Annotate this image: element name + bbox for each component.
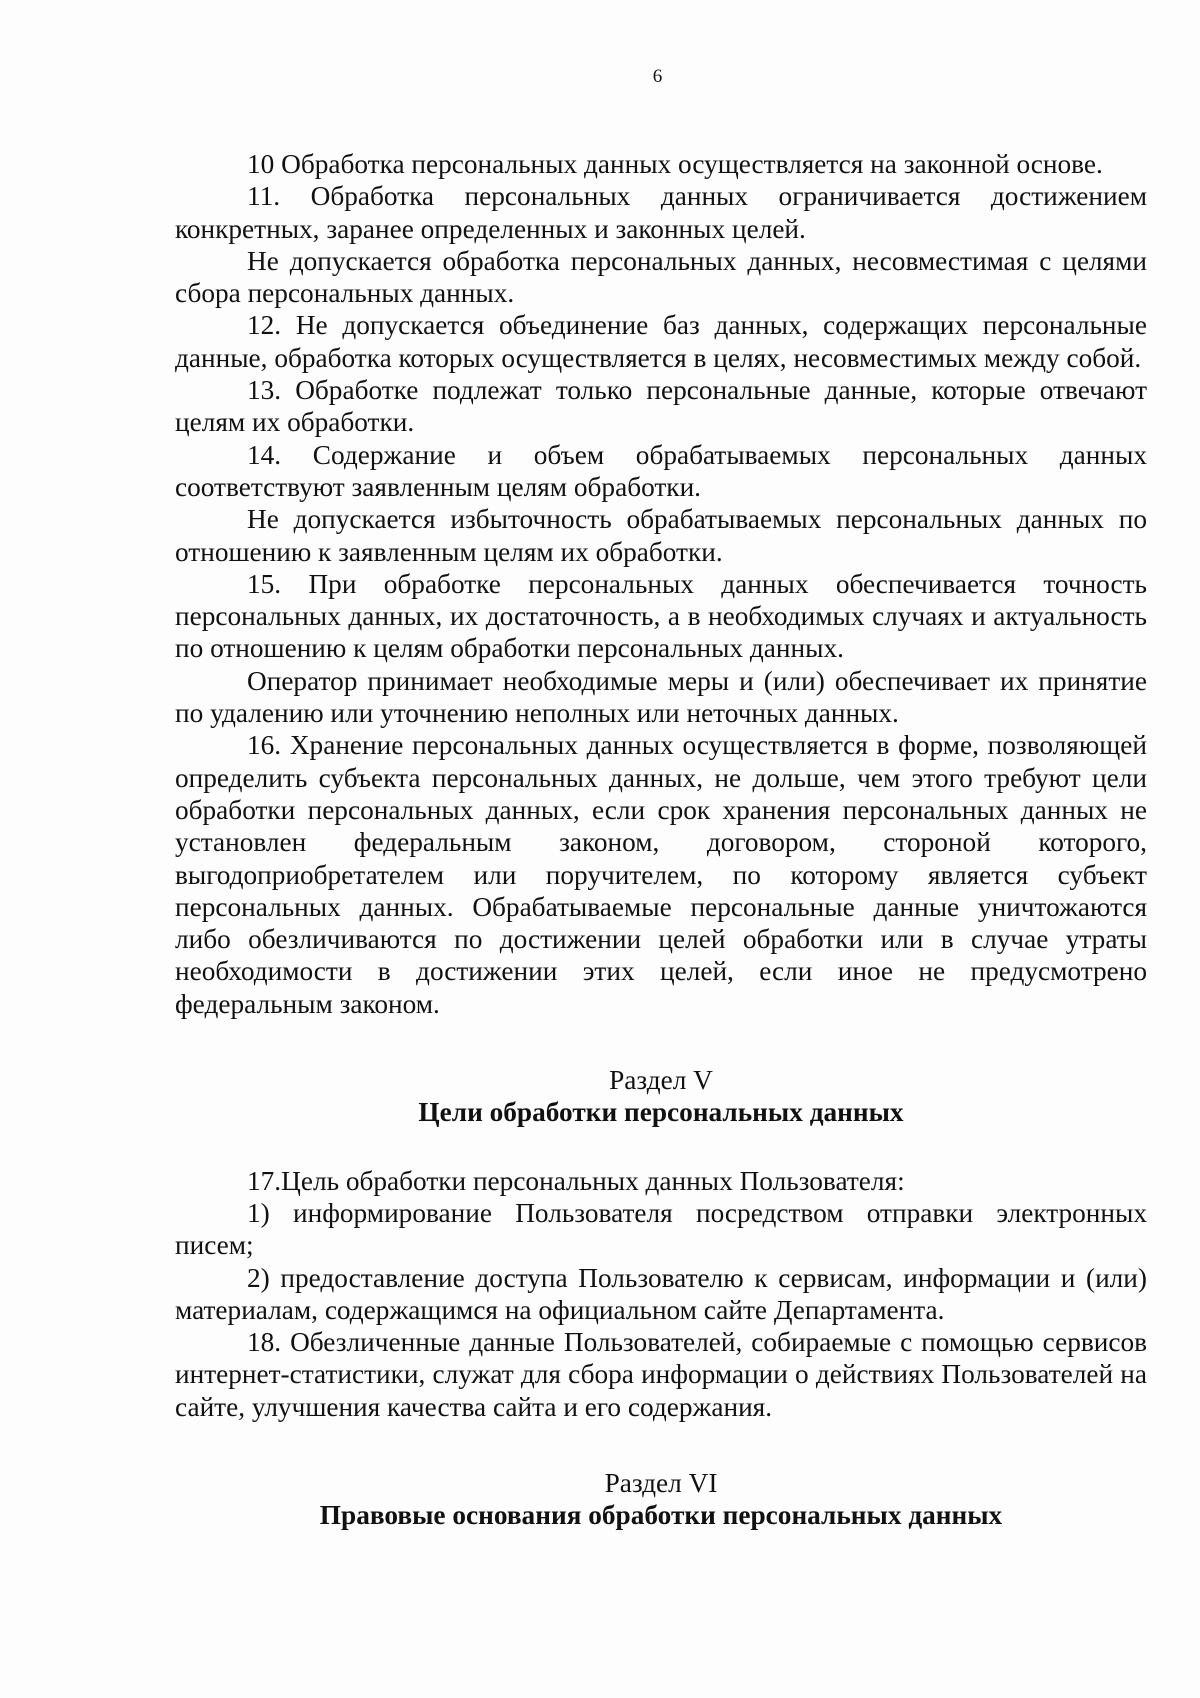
section-6-title: Правовые основания обработки персональных данных [319,1500,1003,1531]
section-5-title: Цели обработки персональных данных [418,1097,904,1128]
paragraph-14-note: Не допускается избыточность обрабатываемых персональных данных по отношению к заявленным целям их обработки. [175,504,1147,567]
section-6-label: Раздел VI [604,1467,718,1498]
paragraph-11: 11. Обработка персональных данных ограничивается достижением конкретных, заранее определенных и законных целей. [175,181,1147,244]
paragraph-14: 14. Содержание и объем обрабатываемых персональных данных соответствуют заявленным целям обработки. [175,439,1147,502]
paragraph-11-note: Не допускается обработка персональных данных, несовместимая с целями сбора персональных данных. [175,245,1147,309]
paragraph-13: 13. Обработке подлежат только персональные данные, которые отвечают целям их обработки. [175,375,1147,438]
paragraph-15: 15. При обработке персональных данных обеспечивается точность персональных данных, их достаточность, а в необходимых случаях и актуальность по отношению к целям обработки персональных данных. [175,568,1147,664]
paragraph-17: 17.Цель обработки персональных данных Пользователя: [247,1165,905,1196]
page-number: 6 [652,66,663,87]
paragraph-16: 16. Хранение персональных данных осуществляется в форме, позволяющей определить субъекта персональных данных, не дольше, чем этого требуют цели обработки персональных данных, если срок хранения персональных данных не установлен федеральным законом, договором, стороной которого, выгодоприобретателем или поручителем, по которому является субъект персональных данных. Обрабатываемые персональные данные уничтожаются либо обезличиваются по достижении целей обработки или в случае утраты необходимости в достижении этих целей, если иное не предусмотрено федеральным законом. [175,730,1147,1019]
paragraph-17-item-1: 1) информирование Пользователя посредством отправки электронных писем; [175,1197,1147,1261]
paragraph-10: 10 Обработка персональных данных осуществляется на законной основе. [247,149,1103,179]
document-body [175,148,1147,1532]
section-5-label: Раздел V [609,1065,713,1096]
paragraph-17-item-2: 2) предоставление доступа Пользователю к сервисам, информации и (или) материалам, содержащимся на официальном сайте Департамента. [175,1262,1147,1325]
paragraph-18: 18. Обезличенные данные Пользователей, собираемые с помощью сервисов интернет-статистики, служат для сбора информации о действиях Пользователей на сайте, улучшения качества сайта и его содержания. [175,1327,1147,1422]
paragraph-12: 12. Не допускается объединение баз данных, содержащих персональные данные, обработка которых осуществляется в целях, несовместимых между собой. [175,310,1147,373]
paragraph-15-note: Оператор принимает необходимые меры и (или) обеспечивает их принятие по удалению или уточнению неполных или неточных данных. [175,665,1147,729]
